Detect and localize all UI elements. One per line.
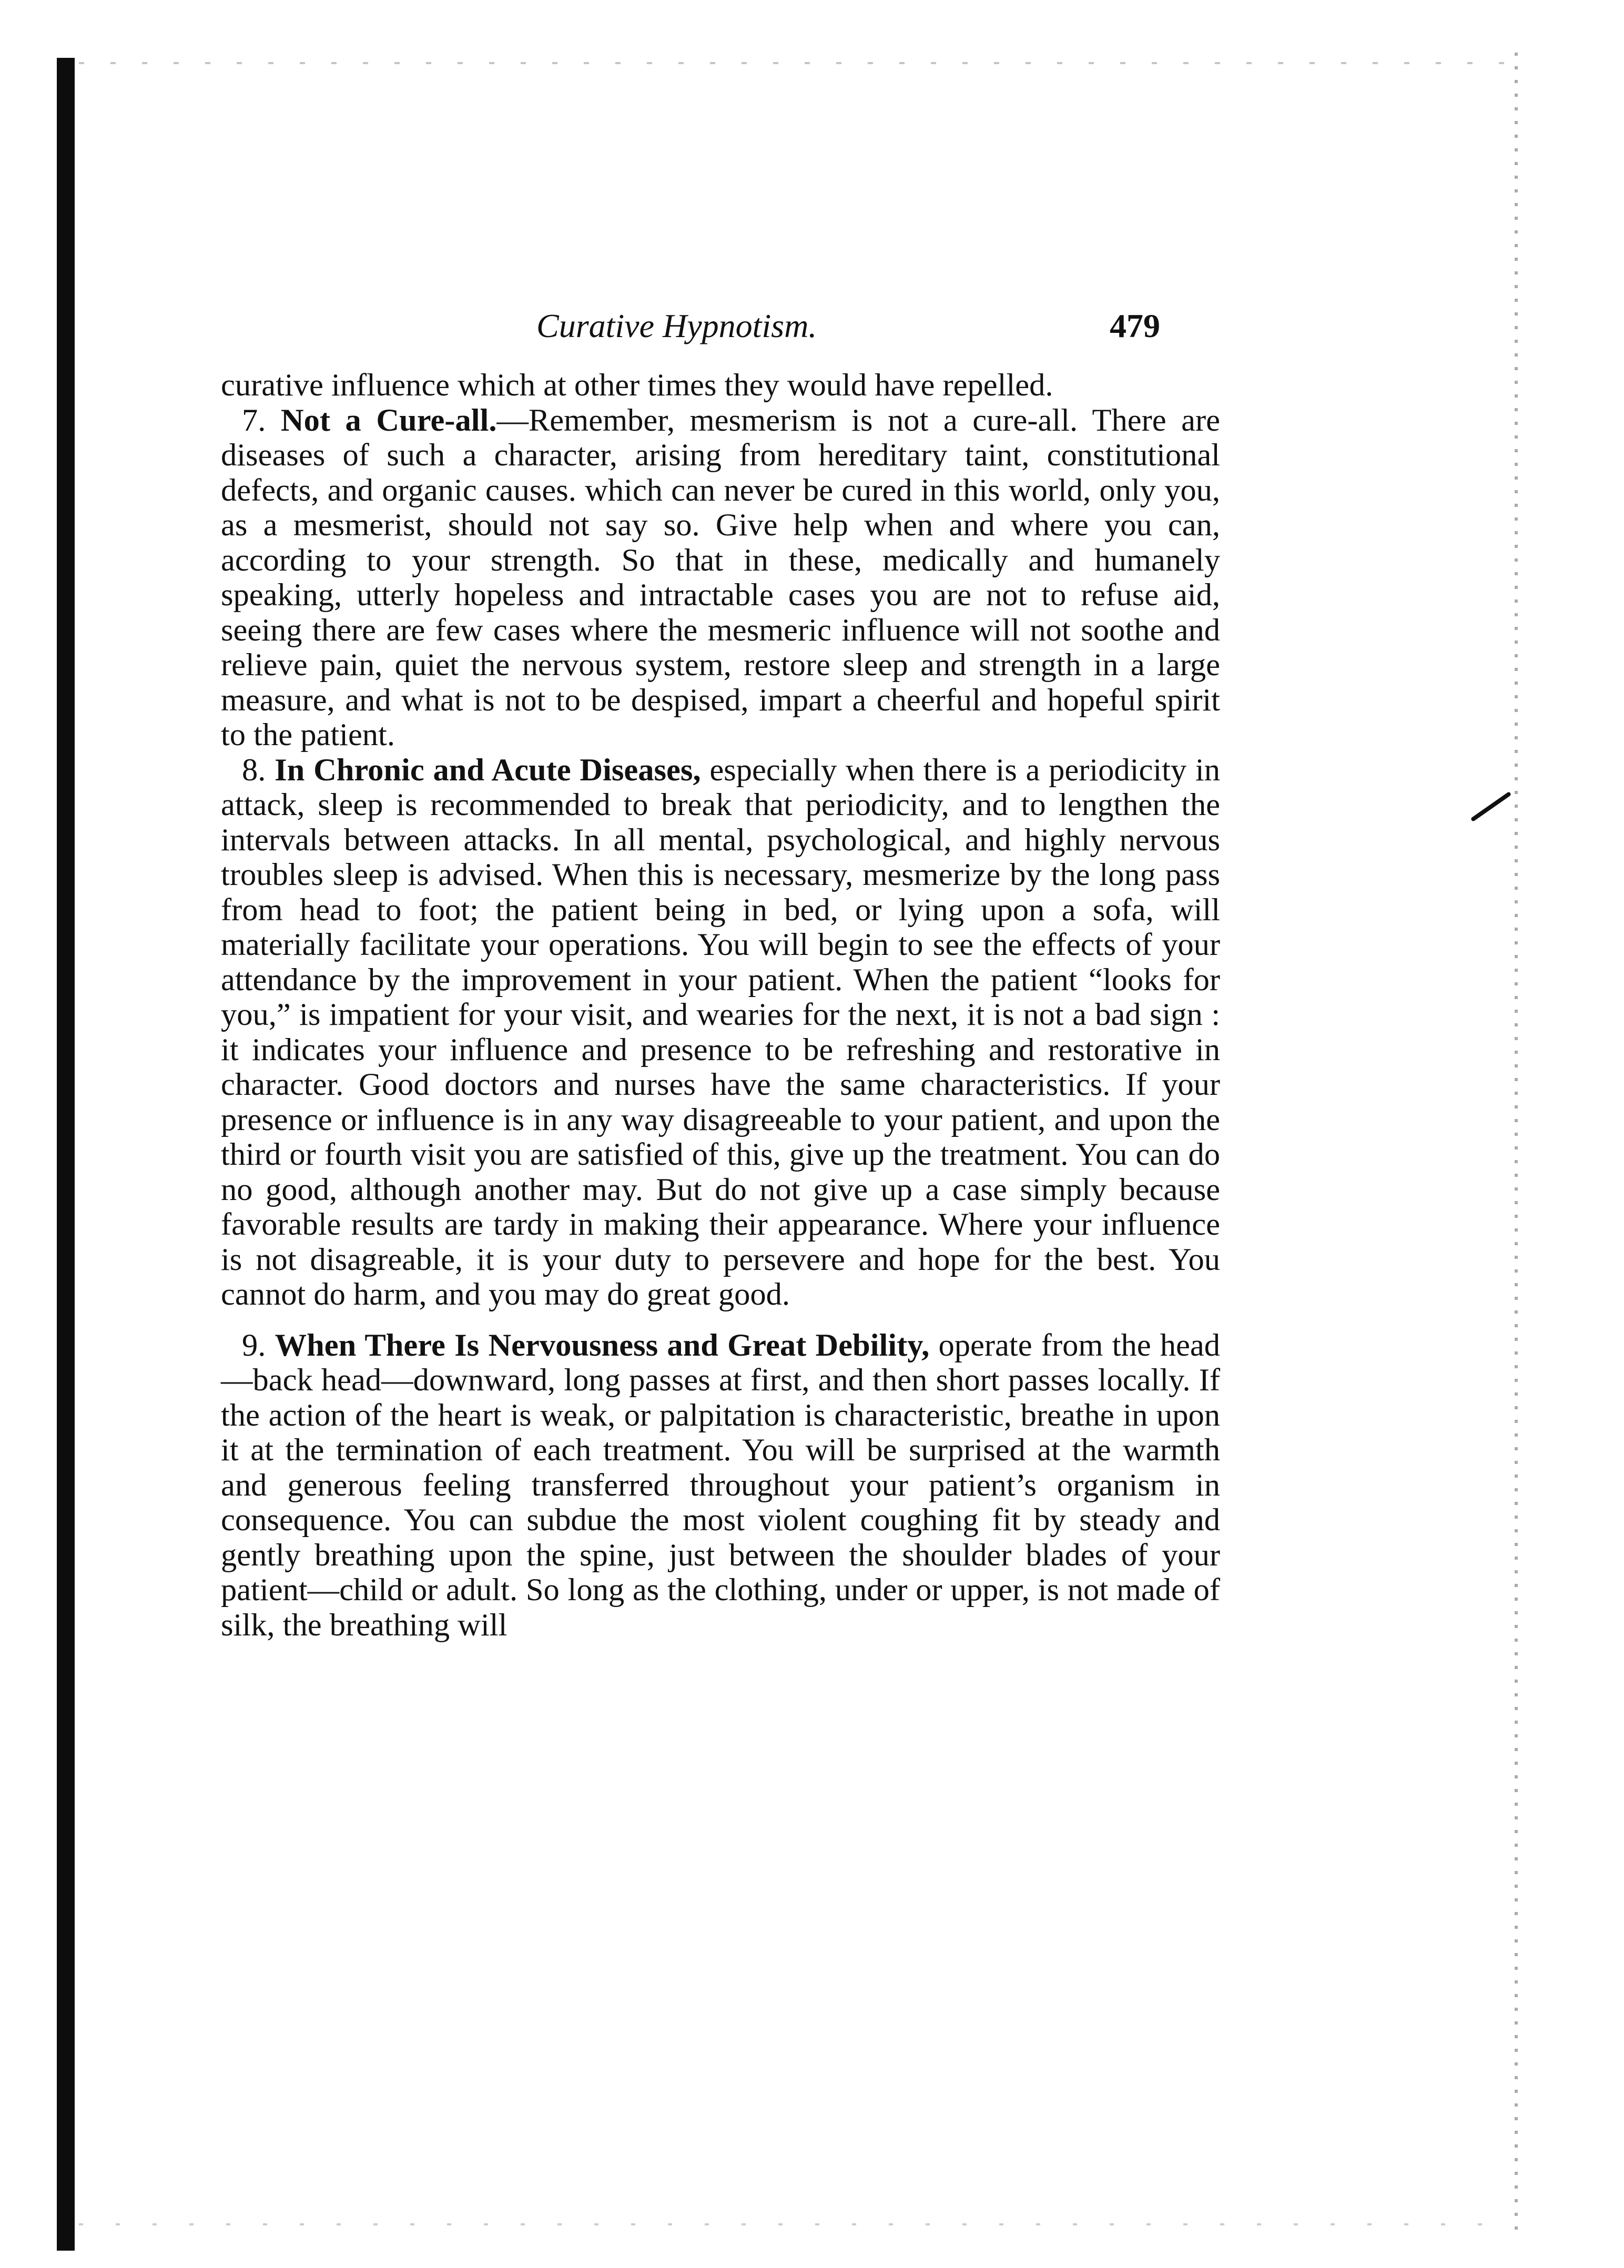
paragraph-heading: Not a Cure-all. bbox=[280, 402, 497, 438]
paragraph-number: 9. bbox=[242, 1327, 266, 1363]
paragraph-number: 8. bbox=[242, 752, 266, 788]
paragraph-number: 7. bbox=[242, 402, 266, 438]
running-title: Curative Hypnotism. bbox=[536, 307, 817, 344]
running-head bbox=[221, 300, 1220, 358]
paragraph-7 bbox=[221, 403, 1220, 753]
paragraph-body: curative influence which at other times they would have repelled. bbox=[221, 368, 1053, 403]
paragraph-continuation bbox=[221, 368, 1220, 403]
paragraph-heading: When There Is Nervousness and Great Debility, bbox=[275, 1327, 930, 1363]
page-number: 479 bbox=[1110, 307, 1160, 344]
scan-right-edge-noise bbox=[1515, 53, 1518, 2235]
scan-top-edge-noise bbox=[79, 62, 1509, 64]
margin-pen-mark bbox=[1470, 791, 1511, 822]
scan-binding-shadow bbox=[57, 58, 75, 2251]
body-text bbox=[221, 368, 1220, 1643]
paragraph-body: operate from the head—back head—downward, long passes at first, and then short passes locally. If the action of the heart is weak, or palpitation is characteristic, breathe in upon it at the termination of each treatment. You will be surprised at the warmth and generous feeling transferred throughout your patient’s organism in consequence. You can subdue the most violent coughing fit by steady and gently breathing upon the spine, just between the shoulder blades of your patient—child or adult. So long as the clothing, under or upper, is not made of silk, the breathing will bbox=[221, 1327, 1221, 1643]
paragraph-9 bbox=[221, 1328, 1220, 1643]
paragraph-heading: In Chronic and Acute Diseases, bbox=[275, 752, 701, 788]
scan-bottom-edge-noise bbox=[79, 2223, 1509, 2225]
paragraph-body: especially when there is a periodicity in attack, sleep is recommended to break that periodicity, and to lengthen the intervals between attacks. In all mental, psychological, and highly nervous troubles sleep is advised. When this is necessary, mesmerize by the long pass from head to foot; the patient being in bed, or lying upon a sofa, will materially facilitate your operations. You will begin to see the effects of your attendance by the improvement in your patient. When the patient “looks for you,” is impatient for your visit, and wearies for the next, it is not a bad sign : it indicates your influence and presence to be refreshing and restorative in character. Good doctors and nurses have the same characteristics. If your presence or influence is in any way disagreeable to your patient, and upon the third or fourth visit you are satisfied of this, give up the treatment. You can do no good, although another may. But do not give up a case simply because favorable results are tardy in making their appearance. Where your influence is not disagreable, it is your duty to persevere and hope for the best. You cannot do harm, and you may do great good. bbox=[221, 752, 1220, 1312]
paragraph-8 bbox=[221, 753, 1220, 1313]
paragraph-body: —Remember, mesmerism is not a cure-all. There are diseases of such a character, arising from hereditary taint, constitutional defects, and organic causes. which can never be cured in this world, only you, as a mesmerist, should not say so. Give help when and where you can, according to your strength. So that in these, medically and humanely speaking, utterly hopeless and intractable cases you are not to refuse aid, seeing there are few cases where the mesmeric influence will not soothe and relieve pain, quiet the nervous system, restore sleep and strength in a large measure, and what is not to be despised, impart a cheerful and hopeful spirit to the patient. bbox=[221, 402, 1221, 752]
